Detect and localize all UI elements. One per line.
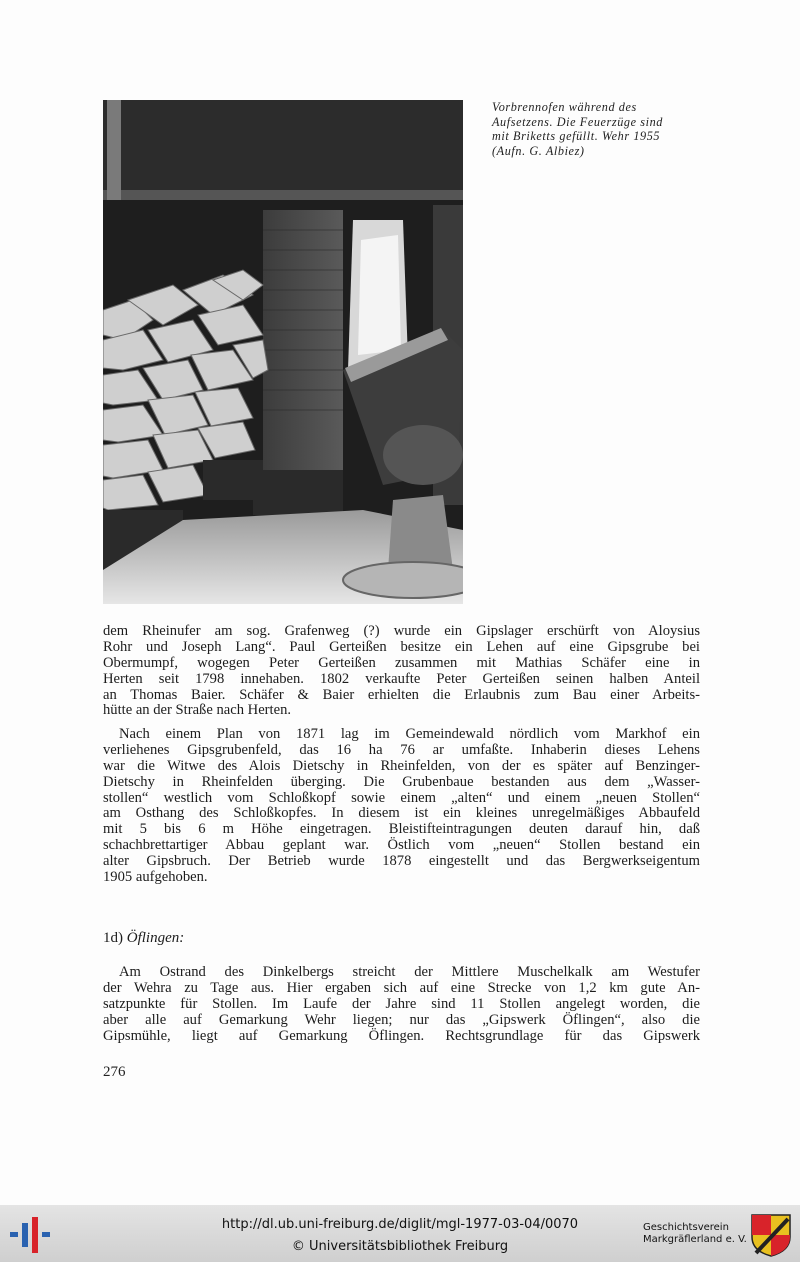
text-line: mit 5 bis 6 m Höhe eingetragen. Bleistifteintragungen deuten darauf hin, daß [103, 821, 700, 838]
caption-line: (Aufn. G. Albiez) [492, 143, 585, 158]
section-title: Öflingen: [126, 930, 185, 946]
text-line: Nach einem Plan von 1871 lag im Gemeindewald nördlich vom Markhof ein [119, 726, 700, 742]
kiln-photograph [103, 100, 463, 604]
paragraph-1 [103, 624, 700, 719]
society-line: Geschichtsverein [643, 1222, 729, 1233]
text-line: Obermumpf, wogegen Peter Gerteißen zusammen mit Mathias Schäfer eine in [103, 654, 700, 671]
text-line: stollen“ westlich vom Schloßkopf sowie einem „alten“ und einem „neuen Stollen“ [103, 789, 700, 806]
text-line: satzpunkte für Stollen. Im Laufe der Jahre sind 11 Stollen angelegt worden, die [103, 995, 700, 1012]
text-line: schachbrettartiger Abbau geplant war. Östlich vom „neuen“ Stollen bestand ein [103, 837, 700, 854]
text-line: aber alle auf Gemarkung Wehr liegen; nur das „Gipswerk Öflingen“, also die [103, 1011, 700, 1028]
paragraph-3 [103, 965, 700, 1044]
copyright-notice: © Universitätsbibliothek Freiburg [291, 1239, 509, 1254]
text-line: Am Ostrand des Dinkelbergs streicht der Mittlere Muschelkalk am Westufer [119, 964, 700, 980]
text-line: Dietschy in Rheinfelden überging. Die Grubenbaue bestanden aus dem „Wasser- [103, 773, 700, 790]
photo-caption [492, 100, 707, 158]
caption-line: Aufsetzens. Die Feuerzüge sind [492, 114, 663, 129]
text-line: Gipsmühle, liegt auf Gemarkung Öflingen. Rechtsgrundlage für das Gipswerk [103, 1027, 700, 1044]
paragraph-2 [103, 727, 700, 886]
section-number: 1d) [103, 930, 123, 946]
text-line: der Wehra zu Tage aus. Hier ergaben sich auf eine Strecke von 1,2 km gute An- [103, 979, 700, 996]
text-line: 1905 aufgehoben. [103, 869, 208, 886]
footer-bar [0, 1205, 800, 1262]
caption-line: mit Briketts gefüllt. Wehr 1955 [492, 129, 661, 144]
document-url-link[interactable]: http://dl.ub.uni-freiburg.de/diglit/mgl-1977-03-04/0070 [221, 1217, 579, 1232]
section-heading [103, 930, 184, 947]
caption-line: Vorbrennofen während des [492, 100, 637, 114]
text-line: am Osthang des Schloßkopfes. In diesem ist ein kleines unregelmäßiges Abbaufeld [103, 805, 700, 822]
text-line: dem Rheinufer am sog. Grafenweg (?) wurde ein Gipslager erschürft von Aloysius [103, 623, 700, 639]
text-line: alter Gipsbruch. Der Betrieb wurde 1878 eingestellt und das Bergwerkseigentum [103, 853, 700, 870]
text-line: hütte an der Straße nach Herten. [103, 702, 292, 719]
page-number: 276 [103, 1064, 126, 1080]
society-name [643, 1222, 747, 1246]
text-line: war die Witwe des Alois Dietschy in Rheinfelden, von der es später auf Benzinger- [103, 757, 700, 774]
text-line: verliehenes Gipsgrubenfeld, das 16 ha 76 ar umfaßte. Inhaberin dieses Lehens [103, 741, 700, 758]
society-line: Markgräflerland e. V. [643, 1234, 747, 1245]
text-line: an Thomas Baier. Schäfer & Baier erhielten die Erlaubnis zum Bau einer Arbeits- [103, 686, 700, 703]
society-crest-icon [750, 1213, 792, 1257]
text-line: Herten seit 1798 innehaben. 1802 verkaufte Peter Gerteißen seinen halben Anteil [103, 670, 700, 687]
text-line: Rohr und Joseph Lang“. Paul Gerteißen besitze ein Lehen auf eine Gipsgrube bei [103, 638, 700, 655]
